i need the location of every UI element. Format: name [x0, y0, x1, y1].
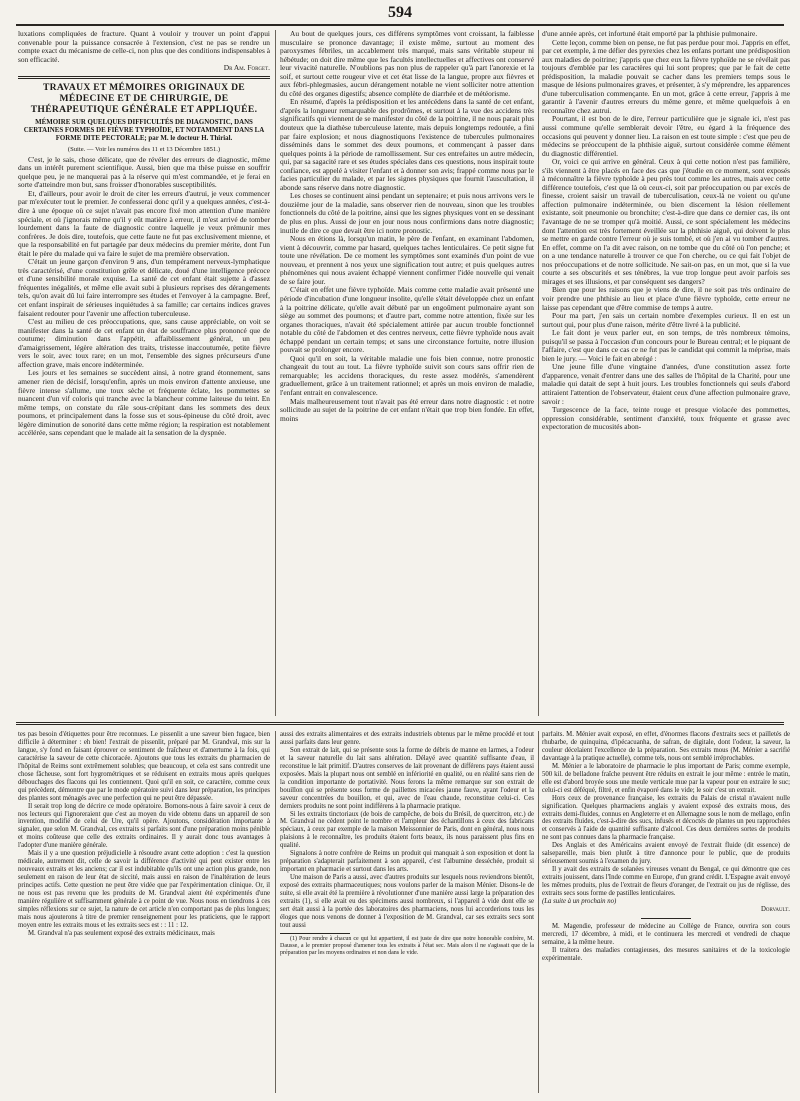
short-rule: [641, 918, 691, 919]
paragraph: Turgescence de la face, teinte rouge et presque violacée des pommettes, oppression considérable, sentiment d'anxiété, toux fréquente et grasse avec expectoration de mucosités abon-: [542, 405, 790, 432]
footnote-rule: [280, 933, 350, 934]
paragraph: Mais il y a une question préjudicielle à résoudre avant cette adoption : c'est la question médicale, autrement dit, celle de savoir la différence d'activité qui peut exister entre les nouveaux extraits et les anciens; car il est indubitable qu'ils ont une action plus grande, non seulement en raison de leur état de siccité, mais aussi en raison de l'inaltération de leurs principes actifs. Cette question ne peut être vidée que par l'expérimentation clinique. Or, il ne nous est pas revenu que les produits de M. Grandval aient été expérimentés d'une manière régulière et suffisamment générale à ce point de vue. Nous nous en tiendrons à ces simples réflexions sur ce sujet, la nature de cet article n'en comportant pas de plus longues; mais nous ajouterons à titre de premier renseignement pour les praticiens, que le rapport moyen entre les extraits mous et les extraits secs est : : 11 : 12.: [18, 850, 270, 929]
footnote: (1) Pour rendre à chacun ce qui lui appartient, il est juste de dire que notre honorable confrère, M. Dausse, a le premier proposé d'amener tous les extraits à l'état sec. Mais alors il ne s'agissait que de la préparation par les moyens ordinaires et non dans le vide.: [280, 935, 534, 956]
paragraph: Hors ceux de provenance française, les extraits du Palais de cristal n'avaient nulle signification. Quelques pharmaciens anglais y avaient exposé des extraits mous, des extraits demi-fluides, connus en Angleterre et en Allemagne sous le nom de mellago, enfin des extraits fluides, c'est-à-dire des sucs, infusés et décoctés de plantes un peu rapprochées et conservés à l'aide de quantité suffisante d'alcool. Ces deux dernières sortes de produits ne sont pas connues dans la pharmacie française.: [542, 794, 790, 842]
paragraph: Cette leçon, comme bien on pense, ne fut pas perdue pour moi. J'appris en effet, par cet exemple, à me défier des pyrexies chez les enfans portant une prédisposition aux maladies de poitrine; j'appris que chez eux la fièvre typhoïde ne se révélait pas toujours d'emblée par les caractères qui lui sont propres; que par le fait de cette prédisposition, la maladie pouvait se cacher dans les premiers temps sous le masque de lésions pulmonaires graves, et présenter, à s'y méprendre, les apparences d'une tuberculisation commençante. En un mot, grâce à cette erreur, j'appris à me garantir à l'avenir d'autres erreurs du même genre, et même quelquefois à en reconnaître chez autrui.: [542, 37, 790, 115]
paragraph: Une maison de Paris a aussi, avec d'autres produits sur lesquels nous reviendrons bientôt, exposé des extraits pharmaceutiques; nous voulons parler de la maison Ménier. Disons-le de suite, si elle avait été la première à révolutionner d'une manière aussi large la préparation des extraits (1), si elle avait eu des spécimens aussi nombreux, si l'appareil à vide dont elle se sert était aussi à la portée des laboratoires des pharmaciens, nous lui accorderions tous les éloges que nous venons de donner à l'exposition de M. Grandval, car ses extraits secs sont tout aussi: [280, 874, 534, 929]
section-divider: [16, 722, 784, 725]
paragraph: Pour ma part, j'en sais un certain nombre d'exemples curieux. Il en est un surtout qui, pour plus d'une raison, mérite d'être livré à la publicité.: [542, 311, 790, 329]
paragraph: d'une année après, cet infortuné était emporté par la phthisie pulmonaire.: [542, 30, 758, 38]
paragraph: C'était un jeune garçon d'environ 9 ans, d'un tempérament nerveux-lymphatique très caractérisé, d'une constitution grêle et délicate, doué d'une intelligence précoce et d'une sensibilité morale exquise. La santé de cet enfant était sujette à d'assez fréquentes inégalités, et même elle avait subi à plusieurs reprises des dérangements tels, qu'on avait dû lui faire interrompre ses études et l'envoyer à la campagne. Bref, cet enfant inspirait de sérieuses inquiétudes à sa famille; car certains indices graves faisaient redouter pour l'avenir une affection tuberculeuse.: [18, 257, 270, 318]
paragraph: C'est au milieu de ces préoccupations, que, sans cause appréciable, on voit se manifester dans la santé de cet enfant un état de souffrance plus prononcé que de coutume; diminution dans l'appétit, affaiblissement général, un peu d'amaigrissement, légère altération des traits, tristesse inaccoutumée, petite fièvre vers le soir, avec toux rare; en un mot, l'ensemble des signes précurseurs d'une affection grave, mais encore indéterminée.: [18, 317, 270, 369]
paragraph: Et, d'ailleurs, pour avoir le droit de citer les erreurs d'autrui, je veux commencer par m'exécuter tout le premier. Je confesserai donc qu'il y a quelques années, c'est-à-dire à une époque où ce sujet n'avait pas encore fixé mon attention d'une manière spéciale, et où j'ignorais même qu'il y eût matière à erreur, il m'est arrivé de tomber lourdement dans la faute de diagnostic contre laquelle je veux prémunir mes confrères. Je dois dire, toutefois, que cette faute ne fut pas exclusivement mienne, et que la responsabilité en fut partagée par deux médecins du premier mérite, dont l'un était le père du malade qui va faire le sujet de ma première observation.: [18, 188, 270, 258]
top-rule: [16, 24, 784, 26]
section-title: TRAVAUX ET MÉMOIRES ORIGINAUX DE MÉDECINE ET DE CHIRURGIE, DE THÉRAPEUTIQUE GÉNÉRALE ET APPLIQUÉE.: [30, 81, 258, 115]
upper-column-1: [18, 30, 270, 716]
paragraph: C'est, je le sais, chose délicate, que de révéler des erreurs de diagnostic, même dans un intérêt purement scientifique. Aussi, bien que ma thèse puisse en souffrir quelque peu, je ne manquerai pas à la réserve qui m'est commandée, et je ferai en sorte d'atteindre mon but, sans froisser d'honorables susceptibilités.: [18, 154, 270, 190]
paragraph: Bien que pour les raisons que je viens de dire, il ne soit pas très ordinaire de voir prendre une phthisie au lieu et place d'une fièvre typhoïde, cette erreur ne laisse pas cependant que d'être commise de temps à autre.: [542, 285, 790, 312]
paragraph: Il serait trop long de décrire ce mode opératoire. Bornons-nous à faire savoir à ceux de nos lecteurs qui l'ignoreraient que c'est au moyen du vide obtenu dans un appareil de son invention, modifié de celui de Ure, qu'il opère. Ajoutons, considération importante à signaler, que selon M. Grandval, ces extraits si parfaits sont d'une préparation moins pénible et moins coûteuse que celle des extraits ordinaires. Il y aurait donc tous avantages à l'adopter d'une manière générale.: [18, 802, 270, 850]
paragraph: Une jeune fille d'une vingtaine d'années, d'une constitution assez forte d'apparence, venait d'entrer dans une des salles de l'hôpital de la Charité, pour une maladie qui datait de sept à huit jours. Les troubles fonctionnels qui seuls d'abord attiraient l'attention de l'observateur, étaient ceux d'une affection pulmonaire grave, savoir :: [542, 362, 790, 406]
suite-note: (Suite. — Voir les numéros des 11 et 13 Décembre 1851.): [67, 145, 221, 153]
author-signature: Dorvault.: [761, 905, 790, 913]
paragraph: Nous en étions là, lorsqu'un matin, le père de l'enfant, en examinant l'abdomen, vient à découvrir, comme par hasard, quelques taches lenticulaires. Ce petit signe fut toute une révélation. De ce moment les symptômes sont examinés d'un point de vue nouveau, et prennent à nos yeux une signification tout autre; et puis quelques autres phénomènes qui nous avaient échappé viennent confirmer l'idée nouvelle qui venait de se faire jour.: [280, 234, 534, 286]
paragraph: Quoi qu'il en soit, la véritable maladie une fois bien connue, notre pronostic changeait du tout au tout. La fièvre typhoïde suivit son cours sans offrir rien de remarquable; les accidens thoraciques, du reste assez modérés, s'amendèrent graduellement, grâce à un traitement rationnel; et après un mois environ de maladie, l'enfant entrait en convalescence.: [280, 353, 534, 397]
paragraph: Les choses se continuent ainsi pendant un septenaire; et puis nous arrivons vers le douzième jour de la maladie, sans observer rien de nouveau, sinon que les troubles fonctionnels du côté de la poitrine, ainsi que les signes physiques vont en se dessinant de plus en plus. Aussi de jour en jour nous nous confirmions dans notre diagnostic; inutile de dire ce que devait être ici notre pronostic.: [280, 191, 534, 235]
paragraph: Au bout de quelques jours, ces différens symptômes vont croissant, la faiblesse musculaire se prononce davantage; il existe même, surtout au moment des paroxysmes fébriles, un accablement très marqué, mais sans véritable stupeur ni hébétude; on doit dire même que les facultés intellectuelles et affectives ont conservé leur vivacité naturelle. N'oublions pas non plus de rappeler qu'à part l'anorexie et la soif, et surtout cette rougeur vive et cet état lisse de la langue, propre aux fièvres et aux fébri-phlegmasies, aucun dérangement notable ne vient solliciter notre attention du côté des organes digestifs; absence complète de diarrhée et de météorisme.: [280, 30, 534, 98]
paragraph: Il traitera des maladies contagieuses, des mesures sanitaires et de la toxicologie expérimentale.: [542, 946, 790, 962]
paragraph: Les jours et les semaines se succèdent ainsi, à notre grand étonnement, sans amener rien de décisif, lorsqu'enfin, après un mois environ d'attente anxieuse, une fièvre intense s'allume, une toux sèche et fréquente éclate, les pommettes se nuancent d'un vif coloris qui tranche avec la blancheur comme laiteuse du teint. En même temps, on constate du râle sous-crépitant dans les sommets des deux poumons, et principalement dans la fosse sus et sous-épineuse du côté droit, avec légère diminution de sonorité dans cette même région; la respiration est notablement accélérée, sans cependant que le malade ait la sensation de la dyspnée.: [18, 368, 270, 438]
paragraph: Des Anglais et des Américains avaient envoyé de l'extrait fluide (dit essence) de salsepareille, mais bien plutôt à titre d'annonce pour le public, que de produits sérieusement soumis à l'examen du jury.: [542, 842, 790, 866]
paragraph: Le fait dont je veux parler eut, en son temps, de très nombreux témoins, puisqu'il se passa à l'occasion d'un concours pour le Bureau central; et le piquant de l'affaire, c'est que dans ce cas ce ne fut pas le candidat qui commit la méprise, mais bien le jury. — Voici le fait en abrégé :: [542, 328, 790, 363]
paragraph: M. Grandval n'a pas seulement exposé des extraits médicinaux, mais: [28, 929, 215, 937]
column-divider: [275, 731, 276, 1093]
paragraph: M. Ménier a le laboratoire de pharmacie le plus important de Paris; comme exemple, 500 kil. de belladone fraîche peuvent être réduits en extrait le jour même : entrée le matin, elle est d'abord broyée sous une meule verticale mue par la vapeur pour en extraire le suc; celui-ci est déféqué, filtré, et enfin évaporé dans le vide; le soir c'est un extrait.: [542, 762, 790, 794]
column-divider: [538, 731, 539, 1093]
paragraph: Signalons à notre confrère de Reims un produit qui manquait à son exposition et dont la préparation s'adapterait parfaitement à son appareil, c'est l'albumine desséchée, produit si important en pharmacie et surtout dans les arts.: [280, 850, 534, 874]
paragraph: M. Magendie, professeur de médecine au Collège de France, ouvrira son cours mercredi, 17 décembre, à midi, et le continuera les mercredi et vendredi de chaque semaine, à la même heure.: [542, 922, 790, 946]
paragraph: tes pas besoin d'étiquettes pour être reconnues. Le pissenlit a une saveur bien fugace, bien difficile à déterminer : eh bien! l'extrait de pissenlit, préparé par M. Grandval, mis sur la langue, s'y fond en faisant éprouver ce sentiment de fraîcheur et d'amertume à la fois, qui caractérise la saveur de cette chicoracée. Ajoutons que tous les extraits du pharmacien de l'hôpital de Reims sont extrêmement solubles; que beaucoup, et cela est sans contredit une chose fâcheuse, sont fort hygrométriques et se réduisent en extraits mous après quelques débouchages des flacons qui les contiennent. Quoi qu'il en soit, ce caractère, comme ceux qui précèdent, démontre que par le mode opératoire suivi dans leur préparation, les principes des plantes sont ménagés avec une perfection qui ne peut être dépassée.: [18, 731, 270, 802]
lower-column-2: [280, 731, 534, 1093]
paragraph: En résumé, d'après la prédisposition et les antécédens dans la santé de cet enfant, d'après la longueur remarquable des prodrômes, et surtout à la vue des accidens très significatifs qui viennent de se manifester du côté de la poitrine, il ne nous parait plus douteux que la diathèse tuberculeuse latente, mais depuis longtemps redoutée, a fini par faire explosion; et nous diagnostiquons l'existence de tubercules pulmonaires disséminés dans le sommet des deux poumons, et commençant à passer dans quelques points à la période de ramollissement. Sur ces entrefaites un autre médecin, qui, par sa sagacité rare et ses études spéciales dans ces questions, nous inspirait toute confiance, est appelé à visiter l'enfant et à donner son avis; frappé comme nous par le facies particulier du malade, et par les signes physiques que fournit l'auscultation, il abonde sans réserve dans notre diagnostic.: [280, 97, 534, 192]
paragraph: aussi des extraits alimentaires et des extraits industriels obtenus par le même procédé et tout aussi parfaits dans leur genre.: [280, 731, 534, 746]
paragraph: Il y avait des extraits de solanées vireuses venant du Bengal, ce qui démontre que ces extraits jouissent, dans l'Inde comme en Europe, d'un grand crédit. L'Espagne avait envoyé les mêmes produits, plus de l'extrait de fleurs d'oranger, de l'extrait ou jus de réglisse, des extraits secs sous forme de pastilles lenticulaires.: [542, 866, 790, 898]
paragraph: luxations compliquées de fracture. Quant à vouloir y trouver un point d'appui convenable pour la puissance consacrée à l'extension, c'est ne pas se rendre un compte exact du mécanisme de celle-ci, non plus que des conditions indispensables à son efficacité.: [18, 30, 270, 64]
paragraph: Mais malheureusement tout n'avait pas été erreur dans notre diagnostic : et notre sollicitude au sujet de la poitrine de cet enfant n'était que trop bien fondée. En effet, moins: [280, 396, 534, 423]
author-signature: Dr Am. Forget.: [223, 63, 270, 73]
memoir-title: MÉMOIRE SUR QUELQUES DIFFICULTÉS DE DIAGNOSTIC, DANS CERTAINES FORMES DE FIÈVRE TYPHOÏDE, ET NOTAMMENT DANS LA FORME DITE PECTORALE; par M. le docteur H. Thirial.: [23, 118, 265, 142]
upper-column-2: [280, 30, 534, 716]
paragraph: Son extrait de lait, qui se présente sous la forme de débris de manne en larmes, a l'odeur et la saveur naturelle du lait sans altération. Délayé avec quantité suffisante d'eau, il reconstitue le lait primitif. D'autres conserves de lait provenant de différens pays étaient aussi exposées. Mais la plupart nous ont semblé en infériorité en qualité, ou en réalité sans rien de la condition importante de portativité. Nous ferons la même remarque sur son extrait de bouillon qui se présente sous forme de paillettes micacées jaune fauve, ayant l'odeur et la saveur concentrées du bouillon, et qui, avec de l'eau chaude, reconstitue celui-ci. Ces derniers produits ne sont point indifférens à la pharmacie pratique.: [280, 746, 534, 810]
column-divider: [275, 30, 276, 716]
paragraph: Or, voici ce qui arrive en général. Ceux à qui cette notion n'est pas familière, s'ils viennent à être placés en face des cas que j'étudie en ce moment, sont exposés à méconnaître la fièvre typhoïde à peu près tout comme les autres, mais avec cette différence toutefois, c'est que là où ceux-ci, soit par préoccupation ou par excès de finesse, croient saisir un travail de tuberculisation, ceux-là ne voient ou qu'une affection pulmonaire indéterminée, ou bien discernent la lésion réellement existante, soit pneumonie ou bronchite; c'est-à-dire que dans ce dernier cas, ils ont l'avantage de ne se tromper qu'à moitié. Aussi, ce sont spécialement les médecins dont l'attention est très fortement éveillée sur la phthisie aiguë, qui doivent le plus se mettre en garde contre l'erreur où je suis tombé, et où j'en ai vu tomber d'autres. En effet, comme on l'a dit avec raison, on ne tombe que du côté où l'on penche; et on a une tendance naturelle à trouver ce que l'on cherche, ou ce qui fait l'objet de nos préoccupations et de notre sollicitude. Ne sait-on pas, en un mot, que si la vue courte a ses obscurités et ses ténèbres, la vue trop longue peut avoir parfois ses mirages et ses illusions, et par conséquent ses dangers?: [542, 157, 790, 286]
lower-column-1: [18, 731, 270, 1093]
paragraph: parfaits. M. Ménier avait exposé, en effet, d'énormes flacons d'extraits secs et pailletés de rhubarbe, de quinquina, d'ipécacuanha, de safran, de digitale, dont l'odeur, la saveur, la couleur décelaient l'excellence de la préparation. Ses extraits mous (M. Ménier a sacrifié davantage à la pratique actuelle), comme tels, nous ont semblé irréprochables.: [542, 731, 790, 762]
continuation-text: (La suite à un prochain no): [542, 898, 617, 906]
paragraph: C'était en effet une fièvre typhoïde. Mais comme cette maladie avait présenté une période d'incubation d'une longueur insolite, qu'elle s'était développée chez un enfant à la poitrine délicate, qu'elle avait débuté par un engoûment pulmonaire ayant son siège au sommet des poumons; et d'autre part, comme notre attention, fixée sur les organes thoraciques, n'avait été spécialement attirée par aucun trouble fonctionnel notable du côté de l'abdomen et des centres nerveux, cette fièvre typhoïde nous avait échappé pendant un certain temps; et sans une circonstance fortuite, notre illusion pouvait se prolonger encore.: [280, 285, 534, 355]
paragraph: Pourtant, il est bon de le dire, l'erreur particulière que je signale ici, n'est pas aussi commune qu'elle semblerait devoir l'être, eu égard à la fréquence des occasions qui peuvent y donner lieu. La raison en est toute simple : c'est que peu de médecins se préoccupent de la phthisie aiguë, surtout considérée comme élément du diagnostic différentiel.: [542, 114, 790, 158]
section-rule: [18, 76, 270, 79]
upper-column-3: [542, 30, 790, 716]
column-divider: [538, 30, 539, 716]
lower-column-3: [542, 731, 790, 1093]
continuation-note: [542, 898, 790, 906]
page-number: 594: [388, 4, 412, 21]
paragraph: Si les extraits tinctoriaux (de bois de campêche, de bois du Brésil, de quercitron, etc.) de M. Grandval ne cèdent point le nombre et l'ampleur des échantillons à ceux des fabricans spéciaux, à ceux par exemple de la maison Meissonnier de Paris, dont en général, nous nous plaisions à le reconnaître, les produits étaient forts beaux, ils nous paraissent plus fins en qualité.: [280, 810, 534, 850]
